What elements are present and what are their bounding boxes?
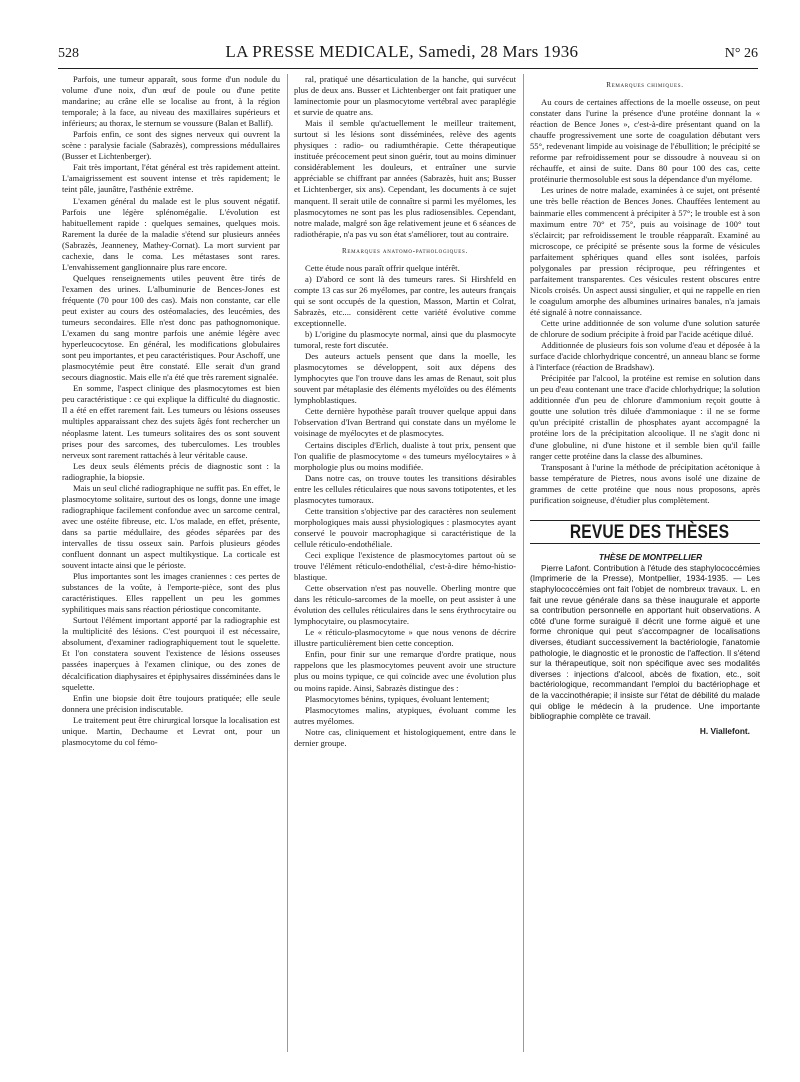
issue-number: N° 26 [724,46,758,61]
revue-banner [530,520,760,544]
paragraph: Le traitement peut être chirurgical lorsque la localisation est unique. Martin, Dechaume et Levrat ont, pour un plasmocytome du col fémo- [62,714,280,747]
paragraph: Ceci explique l'existence de plasmocytomes partout où se trouve l'élément réticulo-endothélial, c'est-à-dire hémo-histio-blastique. [294,549,516,583]
column-divider [523,74,524,1052]
section-title: Remarques chimiques. [606,81,684,89]
paragraph: Parfois enfin, ce sont des signes nerveux qui ouvrent la scène : paralysie faciale (Sabrazès), compressions médullaires (Busser et Lichtenberger). [62,129,280,162]
paragraph: Cette étude nous paraît offrir quelque intérêt. [305,262,460,273]
revue-title: REVUE DES THÈSES [569,521,730,543]
paragraph: Notre cas, cliniquement et histologiquement, entre dans le dernier groupe. [294,726,516,748]
column-3 [530,74,760,737]
paragraph: ral, pratiqué une désarticulation de la hanche, qui survécut plus de deux ans. Busser et Lichtenberger ont fait pratiquer une laminectomie pour un plasmocytome vertébral avec paraplégie et survie de quatre ans. [294,74,516,118]
paragraph: En somme, l'aspect clinique des plasmocytomes est bien peu caractéristique : ce qui explique la difficulté du diagnostic. Il a été en effet rarement fait. Les tumeurs ou lésions osseuses multiples apparaissant chez des sujets âgés font rechercher un néoplasme latent. Les tumeurs solitaires des os sont souvent prises pour des sarcomes, des tuberculomes. Les troubles nerveux sont rarement rattachés à leur véritable cause. [62,383,280,460]
paragraph: a) D'abord ce sont là des tumeurs rares. Si Hirshfeld en compte 13 cas sur 26 myélomes, par contre, les auteurs français qui se sont occupés de la question, Masson, Martin et Colrat, Sabrazès, etc.... considèrent cette variété évolutive comme exceptionnelle. [294,273,516,328]
paragraph: Cette observation n'est pas nouvelle. Oberling montre que dans les réticulo-sarcomes de la moelle, on peut assister à une évolution des cellules réticulaires dans le sens érythrocytaire ou lymphocytaire, ou plasmocytaire. [294,583,516,627]
paragraph: Enfin une biopsie doit être toujours pratiquée; elle seule donnera une précision indiscutable. [62,692,280,714]
review-text: Pierre Lafont. Contribution à l'étude des staphylococcémies (Imprimerie de la Presse), Montpellier, 1934-1935. — Les staphylococcémies ont fait l'objet de nombreux travaux. L. en fait une revue générale dans sa thèse inaugurale et apporte sa contribution personnelle en apportant huit observations. A côté d'une forme suraiguë il décrit une forme aiguë et une forme chronique qui peut s'accompagner de localisations diverses, étudiant successivement la bactériologie, l'anatomie pathologie, le diagnostic et le pronostic de l'affection. Il s'étend sur la thérapeutique, soit non spécifique avec ses modalités diverses : injections d'alcool, abcès de fixation, etc., soit bactériologique, recommandant l'emploi du bactériophage et de la vaccinothérapie; il insiste sur l'état de débilité du malade qui oblige le médecin à la prudence. Une importante bibliographie complète ce travail. [530,562,760,722]
paragraph: Cette urine additionnée de son volume d'une solution saturée de chlorure de sodium précipite à froid par l'acide acétique dilué. [530,317,760,340]
paragraph: Surtout l'élément important apporté par la radiographie est la multiplicité des lésions. C'est pourquoi il est nécessaire, absolument, d'examiner radiographiquement tout le squelette. Et l'on constatera souvent l'existence de lésions osseuses passées inaperçues à l'examen clinique, ou des zones de décalcification diaphysaires et épiphysaires disséminées dans le squelette. [62,615,280,692]
paragraph: Parfois, une tumeur apparaît, sous forme d'un nodule du volume d'une noix, d'un œuf de poule ou d'une petite mandarine; au crâne elle se localise au front, à la région temporale; à la face, au niveau des maxillaires supérieurs et inférieurs; au thorax, le sternum se voussure (Balan et Ballif). [62,74,280,129]
paragraph: Plus importantes sont les images craniennes : ces pertes de substances de la voûte, à l'emporte-pièce, sont des plus caractéristiques. Elles rappellent un peu les gommes syphilitiques mais sans réaction périostique concomitante. [62,571,280,615]
paragraph: Plasmocytomes malins, atypiques, évoluant comme les autres myélomes. [294,704,516,726]
paragraph: Mais un seul cliché radiographique ne suffit pas. En effet, le plasmocytome solitaire, surtout des os longs, donne une image radiographique facilement confondue avec un sarcome central, avec une ostéite fibreuse, etc. L'os malade, en effet, présente, dans sa partie médullaire, des géodes séparées par des intervalles de tissu osseux sain. Parfois plusieurs géodes confluent donnant un aspect multikystique. La corticale est souvent intacte ainsi que le périoste. [62,482,280,571]
paragraph: Certains disciples d'Erlich, dualiste à tout prix, pensent que l'on qualifie de plasmocytome « des tumeurs myélocytaires » à morphologie plus ou moins modifiée. [294,439,516,472]
thesis-heading: THÈSE DE MONTPELLIER [598,551,703,562]
paragraph: Les deux seuls éléments précis de diagnostic sont : la radiographie, la biopsie. [62,460,280,482]
paragraph: L'examen général du malade est le plus souvent négatif. Parfois une légère splénomégalie. L'évolution est habituellement rapide : quelques semaines, quelques mois. Rarement la durée de la maladie s'étend sur plusieurs années (Sabrazès, Jeanneney, Mathey-Cornat). La mort survient par cachexie, dans le coma. Les métastases sont rares. L'envahissement ganglionnaire plus rare encore. [62,195,280,272]
page-number: 528 [58,46,79,61]
column-2 [294,74,516,749]
paragraph: Enfin, pour finir sur une remarque d'ordre pratique, nous rappelons que les plasmocytomes peuvent avoir une structure plus ou moins typique, ce qui coïncide avec une évolution plus ou moins rapide. Ainsi, Sabrazès distingue des : [294,649,516,693]
paragraph: Plasmocytomes bénins, typiques, évoluant lentement; [305,693,490,704]
paragraph: Le « réticulo-plasmocytome » que nous venons de décrire illustre particulièrement bien cette conception. [294,627,516,649]
paragraph: Dans notre cas, on trouve toutes les transitions désirables entre les cellules réticulaires que nous savons totipotentes, et les plasmocytes tumoraux. [294,472,516,505]
page-header [58,42,758,69]
paragraph: Quelques renseignements utiles peuvent être tirés de l'examen des urines. L'albuminurie de Bences-Jones est fréquente (70 pour 100 des cas). Mais non constante, car elle peut exister au cours des ostéomalacies, des leucémies, des tumeurs secondaires. Elle n'est donc pas pathognomonique. L'examen du sang montre parfois une anémie légère avec hyperleucocytose. En général, les modifications globulaires sont peu importantes, et peu caractéristiques. Pour Aschoff, une plasmocytémie peut être constaté. Elle serait d'un grand secours diagnostic. Mais elle n'a été que très rarement signalée. [62,272,280,383]
review-signature: H. Viallefont. [699,725,750,736]
paragraph: Au cours de certaines affections de la moelle osseuse, on peut constater dans l'urine la présence d'une protéine donnant la « réaction de Bence Jones », c'est-à-dire présentant quand on la chauffe progressivement une sorte de coagulation débutant vers 55°, redevenant limpide au voisinage de l'ébullition; le précipité se reforme par refroidissement pour se dissoudre à nouveau si on réchauffe, et ainsi de suite. Dans 80 pour 100 des cas, cette protéinurie thermosoluble est sous la dépendance d'un myélome. [530,97,760,185]
publication-title: LA PRESSE MEDICALE, Samedi, 28 Mars 1936 [225,42,579,61]
section-title: Remarques anatomo-pathologiques. [342,246,468,255]
paragraph: Fait très important, l'état général est très rapidement atteint. L'amaigrissement est souvent intense et très rapidement; le teint pâle, jaunâtre, l'asthénie extrême. [62,162,280,195]
paragraph: Les urines de notre malade, examinées à ce sujet, ont présenté une très belle réaction de Bences Jones. Chauffées lentement au bainmarie elles commencent à précipiter à 57°; le trouble est à son maximum entre 70° et 75°, puis au voisinage de 100° tout s'éclaircit; par refroidissement le trouble réapparaît. Examiné au microscope, ce précipité se présente sous la forme de vésicules parfaitement sphériques quand elles sont isolées, parfois polygonales par pression réciproque, peu réfringentes et parfaitement transparentes. Ces vésicules restent obscures entre Nicols croisés. Un aspect aussi singulier, et qui ne rappelle en rien le coagulum amorphe des albumines urinaires banales, n'a jamais été signalé à notre connaissance. [530,185,760,317]
column-divider [287,74,288,1052]
column-1 [62,74,280,748]
paragraph: Transposant à l'urine la méthode de précipitation acétonique à basse température de Pietres, nous avons isolé une dizaine de grammes de cette protéine que nous nous proposons, après purification soigneuse, d'étudier plus complètement. [530,461,760,505]
paragraph: Cette transition s'objective par des caractères non seulement morphologiques mais aussi physiologiques : plasmocytes ayant conservé le pouvoir macrophagique si caractéristique de la cellule réticulo-endothéliale. [294,505,516,549]
paragraph: Précipitée par l'alcool, la protéine est remise en solution dans un peu d'eau contenant une trace d'acide chlorhydrique; la solution additionnée d'un peu de chlorure d'ammonium reçoit goutte à goutte une solution très diluée d'ammoniaque : il ne se forme qu'un précipité cristallin de phosphates ayant accompagné la protéine lors de la précipitation alcoolique. Il ne s'agit donc ni d'une globuline, ni d'une histone et il semble bien qu'il faille ranger cette protéine dans la classe des albumines. [530,373,760,461]
paragraph: b) L'origine du plasmocyte normal, ainsi que du plasmocyte tumoral, reste fort discutée. [294,329,516,351]
thesis-review [530,563,760,722]
paragraph: Des auteurs actuels pensent que dans la moelle, les plasmocytomes se développent, soit aux dépens des lymphocytes que l'on trouve dans les amas de Renaut, soit plus souvent par métaplasie des éléments myéloïdes ou des éléments lymphoblastiques. [294,351,516,406]
paragraph: Mais il semble qu'actuellement le meilleur traitement, surtout si les lésions sont disséminées, relève des agents physiques : radio- ou radiumthérapie. Cette thérapeutique instituée précocement peut sinon guérir, tout au moins diminuer considérablement les douleurs, et entraîner une survie appréciable se chiffrant par années (Sabrazès, huit ans; Busser et Lichtenberger, six ans). Cependant, les documents à ce sujet manquent. Il serait utile de connaître si parmi les myélomes, les plasmocytomes ne sont pas les plus radiosensibles. Cependant, notre malade, malgré son âge relativement jeune et 6 séances de radiothérapie, n'a pas vu son état s'améliorer, tout au contraire. [294,118,516,239]
paragraph: Cette dernière hypothèse paraît trouver quelque appui dans l'observation d'Ivan Bertrand qui constate dans un myélome le voisinage de myélocytes et de plasmocytes. [294,406,516,439]
paragraph: Additionnée de plusieurs fois son volume d'eau et déposée à la surface d'acide chlorhydrique concentré, un anneau blanc se forme à l'interface (réaction de Bradshaw). [530,340,760,373]
